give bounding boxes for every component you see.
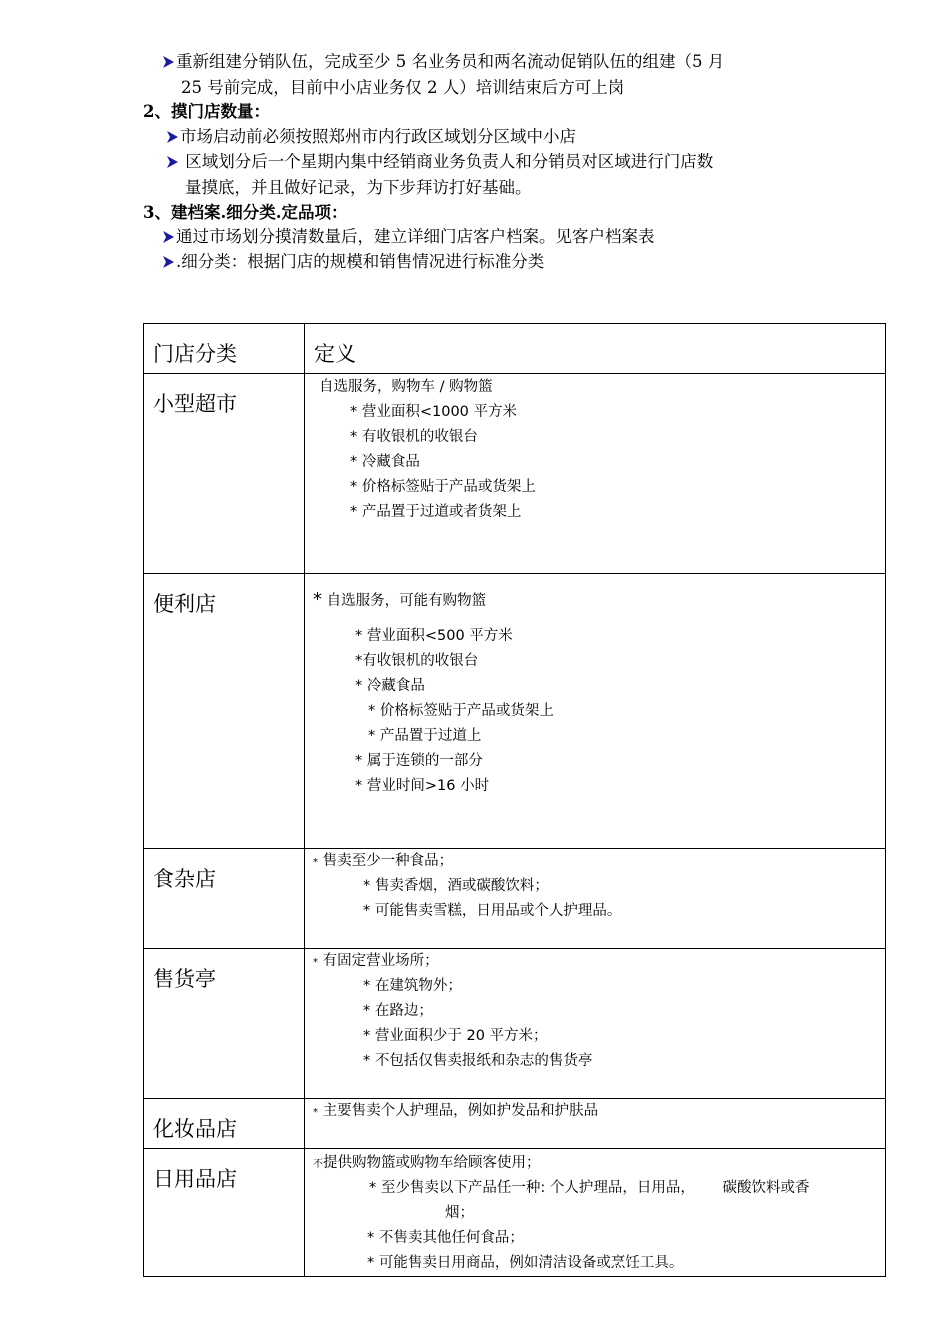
- definition-line: * 至少售卖以下产品任一种: 个人护理品，日用品， 碳酸饮料或香: [369, 1180, 810, 1196]
- arrow-bullet-icon: [166, 126, 180, 148]
- category-cell: 化妆品店: [144, 1099, 305, 1149]
- definition-line: * 有收银机的收银台: [350, 429, 478, 445]
- definition-line: * 可能售卖日用商品，例如清洁设备或烹饪工具。: [367, 1255, 684, 1271]
- bullet-line-continued: 量摸底，并且做好记录，为下步拜访打好基础。: [185, 178, 532, 197]
- definition-line: * 产品置于过道上: [368, 728, 482, 744]
- definition-line: 烟；: [445, 1205, 474, 1221]
- definition-line: * 营业面积少于 20 平方米；: [363, 1028, 548, 1044]
- definition-line: * 营业面积<500 平方米: [355, 628, 513, 644]
- definition-line: * 价格标签贴于产品或货架上: [368, 703, 554, 719]
- store-category-table: [143, 323, 886, 1277]
- definition-cell: [305, 849, 886, 949]
- column-header-category: 门店分类: [144, 324, 305, 374]
- definition-line: * 可能售卖雪糕，日用品或个人护理品。: [363, 903, 622, 919]
- definition-line: * 属于连锁的一部分: [355, 753, 483, 769]
- definition-cell: [305, 374, 886, 574]
- category-cell: 日用品店: [144, 1149, 305, 1277]
- definition-cell: [305, 574, 886, 849]
- definition-line: * 不售卖其他任何食品；: [367, 1230, 524, 1246]
- bullet-line: 市场启动前必须按照郑州市内行政区域划分区域中小店: [166, 126, 576, 148]
- arrow-bullet-icon: [162, 251, 176, 273]
- bullet-line-continued: 25 号前完成，目前中小店业务仅 2 人）培训结束后方可上岗: [181, 78, 625, 97]
- section-heading: 2、摸门店数量：: [143, 102, 270, 121]
- definition-line: * 自选服务，可能有购物篮: [313, 589, 487, 610]
- bullet-line: 重新组建分销队伍，完成至少 5 名业务员和两名流动促销队伍的组建（5 月: [162, 51, 724, 73]
- definition-line: * 在路边；: [363, 1003, 433, 1019]
- table-row: [144, 949, 886, 1099]
- category-cell: 食杂店: [144, 849, 305, 949]
- definition-cell: [305, 1149, 886, 1277]
- definition-line: 自选服务，购物车 / 购物篮: [319, 379, 493, 395]
- bullet-line: 通过市场划分摸清数量后，建立详细门店客户档案。见客户档案表: [162, 226, 655, 248]
- definition-line: * 冷藏食品: [350, 454, 420, 470]
- definition-line: 不提供购物篮或购物车给顾客使用；: [313, 1155, 541, 1171]
- table-header-row: [144, 324, 886, 374]
- table-row: [144, 374, 886, 574]
- definition-line: * 售卖至少一种食品；: [313, 853, 454, 869]
- arrow-bullet-icon: [162, 51, 176, 73]
- definition-line: * 售卖香烟，酒或碳酸饮料；: [363, 878, 549, 894]
- category-cell: 便利店: [144, 574, 305, 849]
- table-row: [144, 1149, 886, 1277]
- category-cell: 小型超市: [144, 374, 305, 574]
- arrow-bullet-icon: [162, 226, 176, 248]
- definition-line: * 营业时间>16 小时: [355, 778, 490, 794]
- definition-line: * 在建筑物外；: [363, 978, 462, 994]
- definition-line: *有收银机的收银台: [355, 653, 479, 669]
- definition-line: * 不包括仅售卖报纸和杂志的售货亭: [363, 1053, 593, 1069]
- definition-line: * 冷藏食品: [355, 678, 425, 694]
- definition-line: * 营业面积<1000 平方米: [350, 404, 518, 420]
- table-row: [144, 574, 886, 849]
- arrow-bullet-icon: [166, 151, 180, 173]
- category-cell: 售货亭: [144, 949, 305, 1099]
- column-header-definition: 定义: [305, 324, 886, 374]
- table-row: [144, 1099, 886, 1149]
- section-heading: 3、建档案.细分类.定品项：: [143, 203, 348, 222]
- definition-cell: [305, 1099, 886, 1149]
- bullet-line: 区域划分后一个星期内集中经销商业务负责人和分销员对区域进行门店数: [166, 151, 713, 173]
- table-row: [144, 849, 886, 949]
- definition-line: * 主要售卖个人护理品，例如护发品和护肤品: [313, 1103, 599, 1119]
- definition-line: * 价格标签贴于产品或货架上: [350, 479, 536, 495]
- bullet-line: .细分类：根据门店的规模和销售情况进行标准分类: [162, 251, 544, 273]
- definition-line: * 有固定营业场所；: [313, 953, 439, 969]
- definition-cell: [305, 949, 886, 1099]
- definition-line: * 产品置于过道或者货架上: [350, 504, 522, 520]
